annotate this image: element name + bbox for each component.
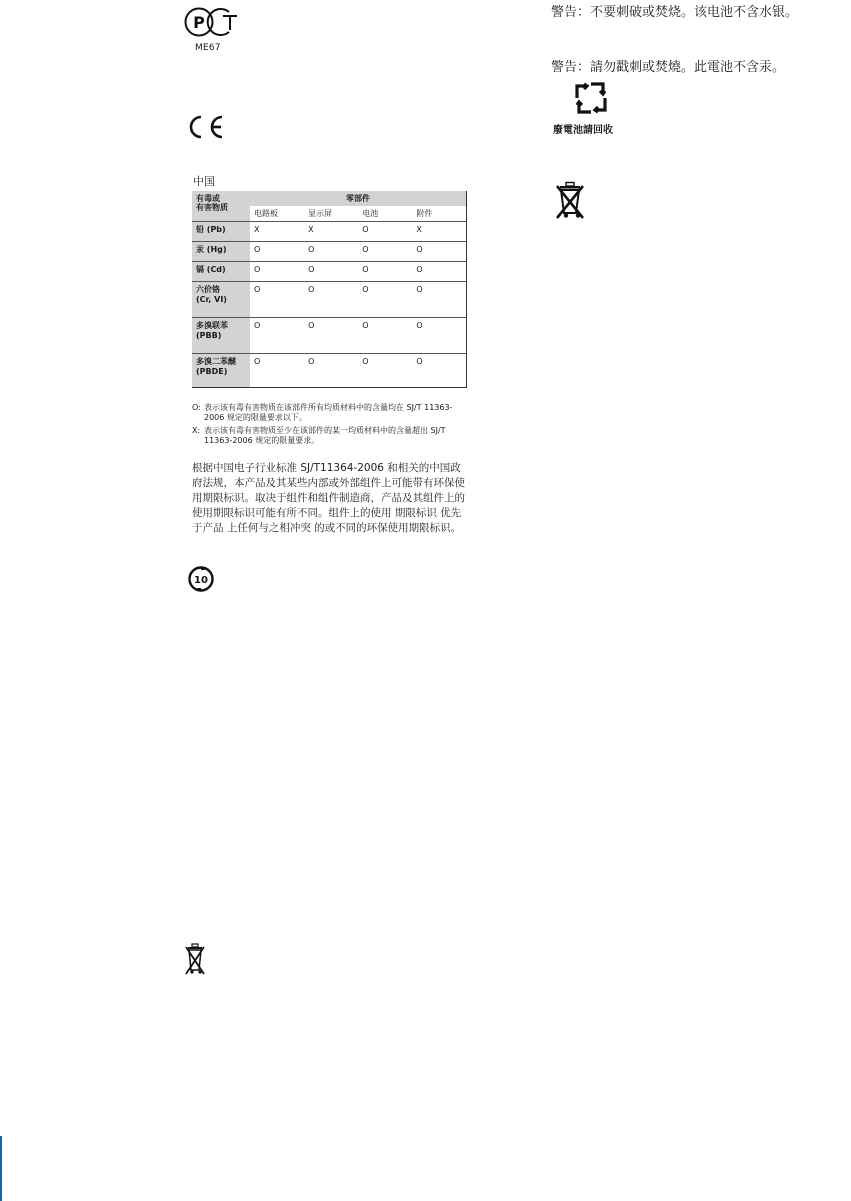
- table-cell: O: [304, 262, 358, 282]
- section-label-china: 中国: [193, 175, 215, 188]
- table-cell: O: [358, 318, 412, 354]
- crossed-bin-icon: [183, 942, 207, 978]
- note-x: [192, 426, 467, 447]
- note-key: O:: [192, 403, 201, 412]
- page-edge-marker: [0, 1136, 2, 1201]
- table-cell: O: [250, 262, 304, 282]
- table-cell: O: [250, 354, 304, 388]
- row-header: 汞 (Hg): [192, 242, 250, 262]
- taiwan-recycle-label: 廢電池請回收: [553, 125, 613, 136]
- row-header: 六价铬 (Cr, VI): [192, 282, 250, 318]
- table-row: [192, 262, 467, 282]
- row-header: 多溴联苯 (PBB): [192, 318, 250, 354]
- table-cell: O: [304, 282, 358, 318]
- table-cell: O: [412, 318, 466, 354]
- table-parts-header: 零部件: [250, 191, 467, 206]
- table-cell: O: [304, 354, 358, 388]
- row-header: 铅 (Pb): [192, 222, 250, 242]
- column-header: 附件: [412, 206, 466, 222]
- warning-traditional: 警告：請勿戳刺或焚燒。此電池不含汞。: [551, 60, 786, 75]
- row-header: 多溴二苯醚 (PBDE): [192, 354, 250, 388]
- table-cell: O: [358, 262, 412, 282]
- table-corner-header: 有毒或 有害物质: [192, 191, 250, 222]
- note-key: X:: [192, 425, 201, 435]
- svg-text:P: P: [193, 13, 205, 32]
- efup-logo: [187, 565, 215, 593]
- column-header: 电池: [358, 206, 412, 222]
- table-cell: O: [412, 354, 466, 388]
- table-cell: O: [304, 242, 358, 262]
- table-cell: X: [304, 222, 358, 242]
- taiwan-recycle-icon: [553, 80, 633, 116]
- table-cell: O: [358, 354, 412, 388]
- efup-paragraph: 根据中国电子行业标准 SJ/T11364-2006 和相关的中国政府法规，本产品及其某些内部或外部组件上可能带有环保使用期限标识。取决于组件和组件制造商，产品及其组件上的使用期限标识可能有所不同。组件上的使用 期限标识 优先于产品 上任何与之相冲突 的或不同的环保使用期限标识。: [192, 462, 465, 534]
- table-row: [192, 282, 467, 318]
- efup-value: 10: [194, 575, 208, 586]
- table-row: [192, 318, 467, 354]
- table-cell: O: [250, 282, 304, 318]
- table-cell: X: [412, 222, 466, 242]
- table-row: [192, 242, 467, 262]
- table-cell: X: [250, 222, 304, 242]
- pct-mark-icon: [183, 6, 239, 38]
- taiwan-recycle-mark: [553, 80, 643, 136]
- table-cell: O: [358, 242, 412, 262]
- pct-mark-caption: ME67: [195, 43, 221, 53]
- crossed-bin-icon: [552, 181, 588, 221]
- note-text: 表示该有毒有害物质在该部件所有均质材料中的含量均在 SJ/T 11363-2006 规定的限量要求以下。: [204, 403, 453, 423]
- table-cell: O: [358, 282, 412, 318]
- table-row: [192, 222, 467, 242]
- table-cell: O: [250, 318, 304, 354]
- table-cell: O: [250, 242, 304, 262]
- hazardous-substances-table: [192, 191, 467, 388]
- table-row: [192, 354, 467, 388]
- column-header: 显示屏: [304, 206, 358, 222]
- note-text: 表示该有毒有害物质至少在该部件的某一均质材料中的含量超出 SJ/T 11363-2006 规定的限量要求。: [204, 425, 446, 446]
- table-cell: O: [304, 318, 358, 354]
- table-cell: O: [358, 222, 412, 242]
- table-cell: O: [412, 242, 466, 262]
- efup-10-icon: [187, 565, 215, 593]
- ce-mark-icon: [184, 114, 226, 140]
- note-o: [192, 403, 467, 424]
- column-header: 电路板: [250, 206, 304, 222]
- table-cell: O: [412, 262, 466, 282]
- warning-simplified: 警告：不要刺破或焚烧。该电池不含水银。: [551, 5, 799, 20]
- pct-mark: [183, 6, 243, 53]
- table-cell: O: [412, 282, 466, 318]
- table-notes: [192, 403, 467, 449]
- row-header: 镉 (Cd): [192, 262, 250, 282]
